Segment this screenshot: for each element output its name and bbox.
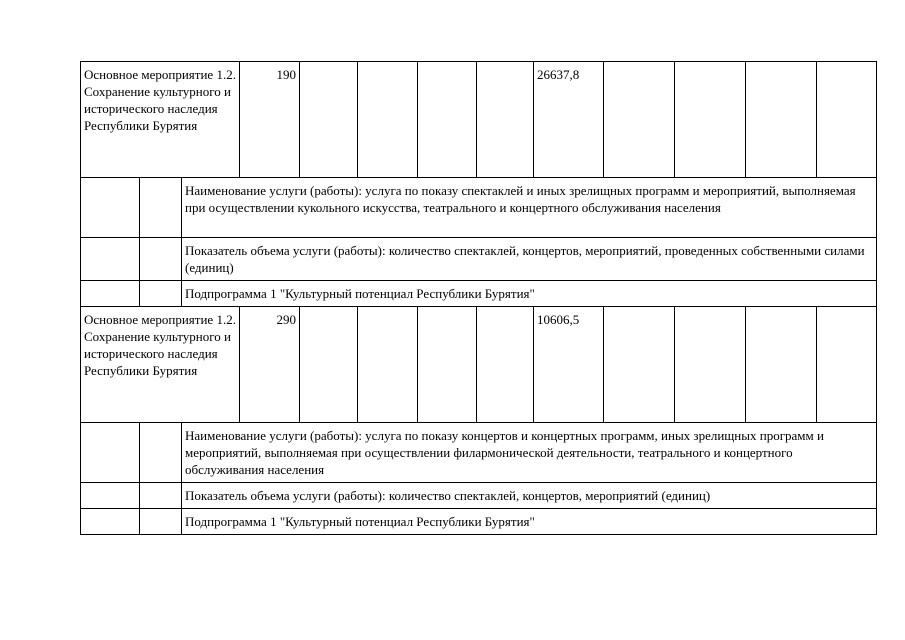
empty-cell (604, 307, 675, 423)
empty-cell (81, 423, 140, 483)
table-row (81, 238, 877, 281)
table-row (81, 307, 877, 423)
empty-cell (81, 483, 140, 509)
table-row (81, 509, 877, 535)
empty-cell (81, 238, 140, 281)
service-name-cell: Наименование услуги (работы): услуга по показу концертов и концертных программ, иных зрелищных программ и мероприятий, выполняемая при осуществлении филармонической деятельности, театрального и концертного обслуживания населения (182, 423, 877, 483)
subprogram-cell: Подпрограмма 1 "Культурный потенциал Республики Бурятия" (182, 281, 877, 307)
empty-cell (81, 509, 140, 535)
amount-cell: 26637,8 (534, 62, 604, 178)
code-cell: 290 (240, 307, 300, 423)
empty-cell (140, 238, 182, 281)
empty-cell (675, 62, 746, 178)
program-table (80, 61, 877, 535)
indicator-cell: Показатель объема услуги (работы): количество спектаклей, концертов, мероприятий, проведенных собственными силами (единиц) (182, 238, 877, 281)
empty-cell (477, 62, 534, 178)
empty-cell (81, 178, 140, 238)
empty-cell (140, 483, 182, 509)
empty-cell (300, 307, 358, 423)
table-row (81, 178, 877, 238)
empty-cell (418, 307, 477, 423)
table-row (81, 483, 877, 509)
code-cell: 190 (240, 62, 300, 178)
empty-cell (817, 307, 877, 423)
empty-cell (358, 62, 418, 178)
subprogram-cell: Подпрограмма 1 "Культурный потенциал Республики Бурятия" (182, 509, 877, 535)
empty-cell (746, 307, 817, 423)
table-row (81, 423, 877, 483)
service-name-cell: Наименование услуги (работы): услуга по показу спектаклей и иных зрелищных программ и мероприятий, выполняемая при осуществлении кукольного искусства, театрального и концертного обслуживания населения (182, 178, 877, 238)
empty-cell (418, 62, 477, 178)
empty-cell (477, 307, 534, 423)
table-row (81, 62, 877, 178)
empty-cell (358, 307, 418, 423)
empty-cell (140, 509, 182, 535)
empty-cell (675, 307, 746, 423)
table-row (81, 281, 877, 307)
empty-cell (817, 62, 877, 178)
empty-cell (746, 62, 817, 178)
empty-cell (140, 423, 182, 483)
empty-cell (81, 281, 140, 307)
event-name-cell: Основное мероприятие 1.2. Сохранение культурного и исторического наследия Республики Бурятия (81, 307, 240, 423)
indicator-cell: Показатель объема услуги (работы): количество спектаклей, концертов, мероприятий (единиц) (182, 483, 877, 509)
amount-cell: 10606,5 (534, 307, 604, 423)
event-name-cell: Основное мероприятие 1.2. Сохранение культурного и исторического наследия Республики Бурятия (81, 62, 240, 178)
empty-cell (300, 62, 358, 178)
empty-cell (140, 281, 182, 307)
empty-cell (604, 62, 675, 178)
empty-cell (140, 178, 182, 238)
